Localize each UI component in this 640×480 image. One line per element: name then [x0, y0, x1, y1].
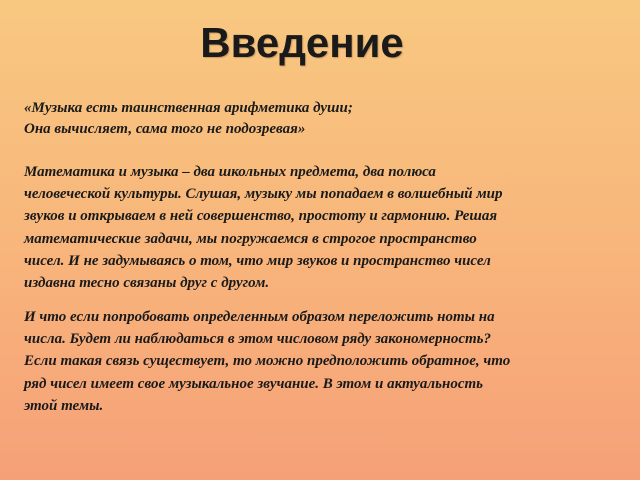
paragraph-line: издавна тесно связаны друг с другом. — [24, 275, 270, 292]
intro-paragraph — [24, 161, 604, 294]
paragraph-line: ряд чисел имеет свое музыкальное звучание. В этом и актуальность — [24, 375, 483, 392]
paragraph-line: Если такая связь существует, то можно предположить обратное, что — [24, 353, 511, 370]
relevance-paragraph — [24, 306, 604, 417]
epigraph-line: Она вычисляет, сама того не подозревая» — [24, 121, 306, 137]
paragraph-line: Математика и музыка – два школьных предмета, два полюса — [24, 164, 436, 180]
slide-title: Введение — [200, 19, 404, 66]
epigraph-line: «Музыка есть таинственная арифметика души; — [24, 100, 353, 116]
paragraph-line: человеческой культуры. Слушая, музыку мы попадаем в волшебный мир — [24, 186, 503, 203]
paragraph-line: И что если попробовать определенным образом переложить ноты на — [24, 309, 495, 325]
paragraph-line: числа. Будет ли наблюдаться в этом числовом ряду закономерность? — [24, 331, 492, 348]
paragraph-line: чисел. И не задумываясь о том, что мир звуков и пространство чисел — [24, 252, 491, 269]
paragraph-line: математические задачи, мы погружаемся в строгое пространство — [24, 230, 477, 247]
epigraph-quote — [24, 98, 604, 140]
paragraph-line: звуков и открываем в ней совершенство, простоту и гармонию. Решая — [24, 208, 498, 225]
paragraph-line: этой темы. — [24, 397, 104, 414]
